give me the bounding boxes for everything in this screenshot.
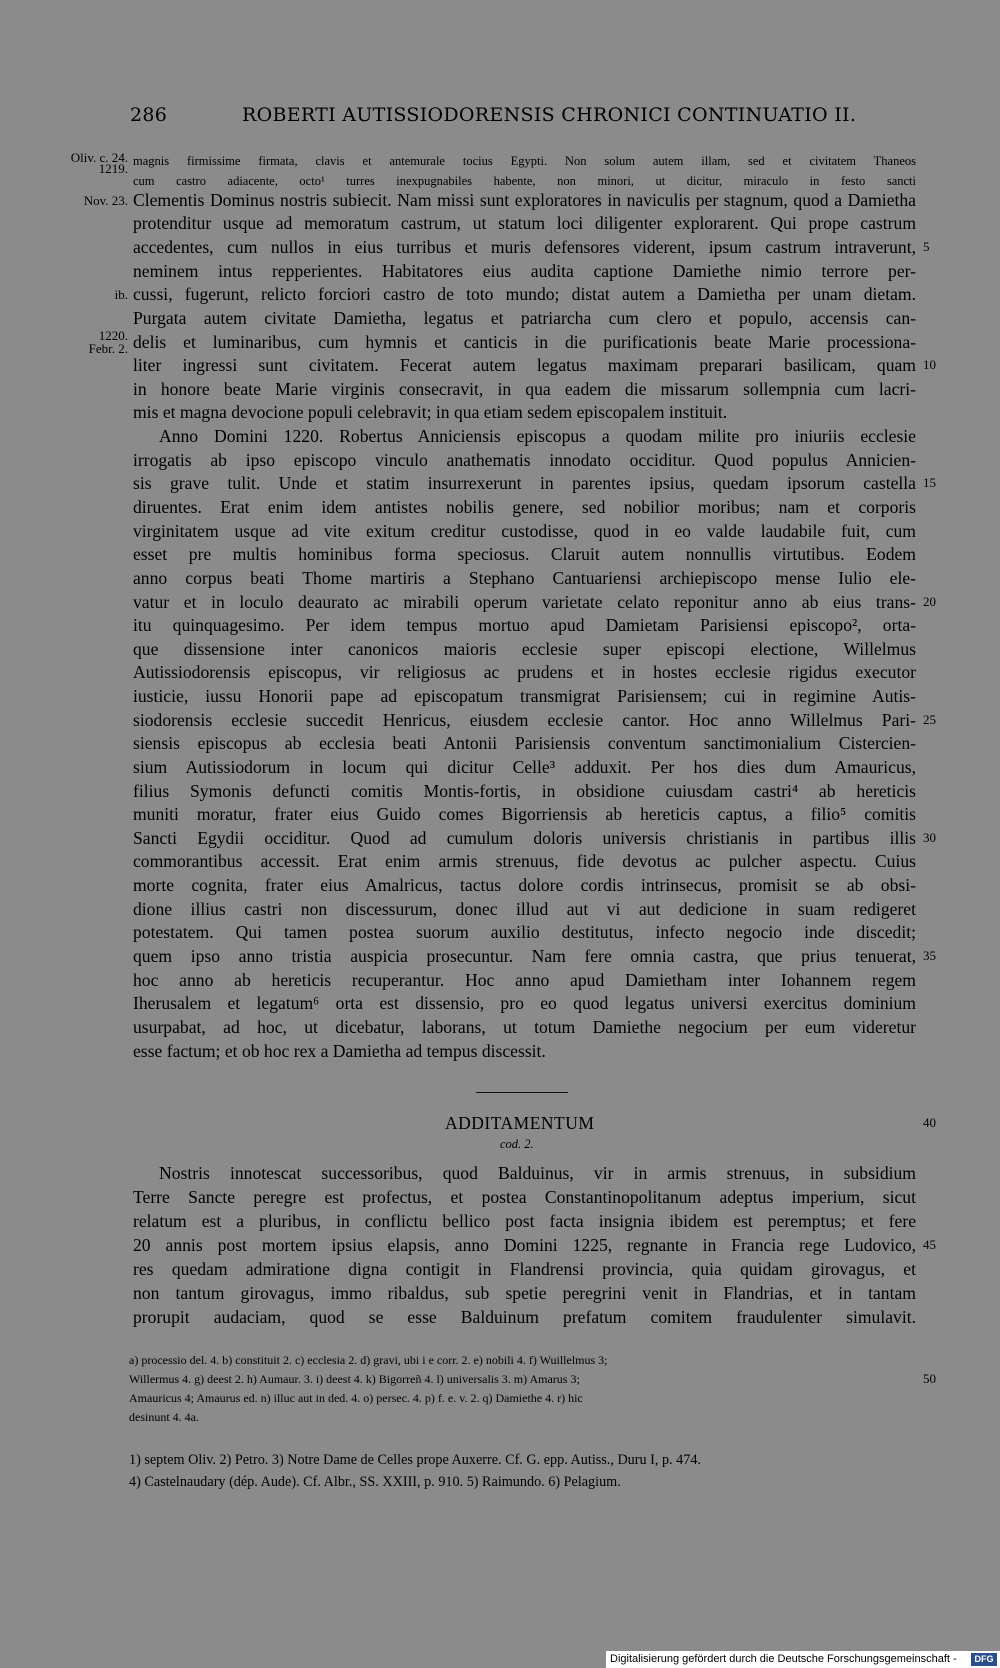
text-line: cussi, fugerunt, relicto forciori castro de toto mundo; distat autem a Damietha per unam dietam. — [133, 284, 916, 304]
text-line: virginitatem usque ad vite exitum creditur custodisse, quod in eo valde laudabile fuit, cum — [133, 521, 916, 541]
credit-text: Digitalisierung gefördert durch die Deutsche Forschungsgemeinschaft - — [610, 1653, 957, 1665]
text-line: relatum est a pluribus, in conflictu bellico post facta insignia ibidem est peremptus; et fere — [133, 1211, 916, 1231]
text-line: accedentes, cum nullos in eius turribus et muris defensores viderent, ipsum castrum intraverunt, — [133, 237, 916, 257]
text-line: morte cognita, frater eius Amalricus, tactus dolore cordis intrinsecus, promisit se ab obsi- — [133, 875, 916, 895]
text-line: irrogatis ab ipso episcopo vinculo anathematis innodato occiditur. Quod populus Annicien- — [133, 450, 916, 470]
text-line: esset pre multis hominibus forma speciosus. Claruit autem nonnullis virtutibus. Eodem — [133, 544, 916, 564]
text-line: liter ingressi sunt civitatem. Fecerat autem legatus maximam preparari basilicam, quam — [133, 355, 916, 375]
text-line: sium Autissiodorum in locum qui dicitur Celle³ adduxit. Per hos dies dum Amauricus, — [133, 757, 916, 777]
text-line: sis grave tulit. Unde et statim insurrexerunt in parentes ipsius, quedam ipsorum castella — [133, 473, 916, 493]
margin-note: Oliv. c. 24. — [70, 150, 128, 165]
text-line: res quedam admiratione digna contigit in Flandrensi provincia, quia quidam girovagus, et — [133, 1259, 916, 1279]
line-number: 50 — [923, 1371, 936, 1386]
running-title: ROBERTI AUTISSIODORENSIS CHRONICI CONTINUATIO II. — [242, 104, 857, 126]
margin-note: ib. — [114, 287, 128, 302]
text-line: Terre Sancte peregre est profectus, et postea Constantinopolitanum adeptus imperium, sicut — [133, 1187, 916, 1207]
text-line: Autissiodorensis episcopus, vir religiosus ac prudens et in hostes ecclesie rigidus executor — [133, 662, 916, 682]
text-line: Nostris innotescat successoribus, quod Balduinus, vir in armis strenuus, in subsidium — [159, 1163, 916, 1183]
text-line: siensis episcopus ab ecclesia beati Antonii Parisiensis conventum sanctimonialium Cistercien- — [133, 733, 916, 753]
digitization-credit — [606, 1651, 1000, 1668]
text-line: commorantibus accessit. Erat enim armis strenuus, fide devotus ac pulcher aspectu. Cuius — [133, 851, 916, 871]
line-number: 10 — [923, 357, 936, 372]
text-line: 20 annis post mortem ipsius elapsis, anno Domini 1225, regnante in Francia rege Ludovico, — [133, 1235, 916, 1255]
text-line: que dissensione inter canonicos maioris ecclesie super episcopi electione, Willelmus — [133, 639, 916, 659]
margin-note: 1220. — [98, 328, 128, 343]
line-number: 45 — [923, 1237, 936, 1252]
footnote-line: 1) septem Oliv. 2) Petro. 3) Notre Dame de Celles prope Auxerre. Cf. G. epp. Autiss., Duru I, p. 474. — [129, 1452, 701, 1468]
margin-note: 1219. — [98, 161, 128, 176]
text-line: anno corpus beati Thome martiris a Stephano Cantuariensi archiepiscopo mense Iulio ele- — [133, 568, 916, 588]
margin-note: Febr. 2. — [88, 341, 128, 356]
text-line: esse factum; et ob hoc rex a Damietha ad tempus discessit. — [133, 1041, 546, 1061]
line-number: 40 — [923, 1115, 936, 1130]
text-line: vatur et in loculo deaurato ac mirabili operum varietate celato reponitur anno ab eius trans- — [133, 592, 916, 612]
line-number: 30 — [923, 830, 936, 845]
text-line: mis et magna devocione populi celebravit; in qua etiam sedem episcopalem instituit. — [133, 402, 728, 422]
dfg-logo: DFG — [971, 1653, 997, 1666]
text-line: siodorensis ecclesie succedit Henricus, eiusdem ecclesie cantor. Hoc anno Willelmus Pari- — [133, 710, 916, 730]
line-number: 5 — [923, 239, 930, 254]
footnote-line: 4) Castelnaudary (dép. Aude). Cf. Albr., SS. XXIII, p. 910. 5) Raimundo. 6) Pelagium. — [129, 1474, 621, 1490]
line-number: 15 — [923, 475, 936, 490]
text-line: prorupit audaciam, quod se esse Balduinum prefatum comitem fraudulenter simulavit. — [133, 1307, 916, 1327]
text-line: diruentes. Erat enim idem antistes nobilis genere, sed nobilior moribus; nam et corporis — [133, 497, 916, 517]
text-line: protenditur usque ad memoratum castrum, ut statum loci diligenter explorarent. Qui prope castrum — [133, 213, 916, 233]
text-line: quem ipso anno tristia auspicia prosecuntur. Nam fere omnia castra, que prius tenuerat, — [133, 946, 916, 966]
text-line: cum castro adiacente, octo¹ turres inexpugnabiles habente, non minori, ut dicitur, miraculo in festo sancti — [133, 174, 916, 188]
text-line: in honore beate Marie virginis consecravit, in qua eadem die missarum sollempnia cum lacri- — [133, 379, 916, 399]
line-number: 25 — [923, 712, 936, 727]
variant-line: Amauricus 4; Amaurus ed. n) illuc aut in ded. 4. o) persec. 4. p) f. e. v. 2. q) Damiethe 4. r) hic — [129, 1391, 583, 1405]
text-line: hoc anno ab hereticis recuperantur. Hoc anno apud Damietham inter Iohannem regem — [133, 970, 916, 990]
variant-line: desinunt 4. 4a. — [129, 1410, 199, 1424]
line-number: 20 — [923, 594, 936, 609]
text-line: muniti moratur, frater eius Guido comes Bigorriensis ab hereticis captus, a filio⁵ comitis — [133, 804, 916, 824]
text-line: non tantum girovagus, immo ribaldus, sub spetie peregrini venit in Flandrias, et in tantam — [133, 1283, 916, 1303]
text-line: potestatem. Qui tamen postea suorum auxilio destitutus, infecto negocio inde discedit; — [133, 922, 916, 942]
additamentum-heading: ADDITAMENTUM — [445, 1113, 595, 1133]
text-line: usurpabat, ad hoc, ut dicebatur, laborans, ut totum Damiethe negocium per eum videretur — [133, 1017, 916, 1037]
variant-line: a) processio del. 4. b) constituit 2. c) ecclesia 2. d) gravi, ubi i e corr. 2. e) nobili 4. f) Wuillelmus 3; — [129, 1353, 608, 1367]
text-line: magnis firmissime firmata, clavis et antemurale tocius Egypti. Non solum autem illam, sed et civitatem Thaneos — [133, 154, 916, 168]
text-line: iusticie, iussu Honorii pape ad episcopatum transmigrat Parisiensem; cui in regimine Autis- — [133, 686, 916, 706]
margin-note: Nov. 23. — [83, 193, 128, 208]
page-number: 286 — [130, 104, 168, 126]
text-line: dione illius castri non discessurum, donec illud aut vi aut dedicione in suam redigeret — [133, 899, 916, 919]
text-line: Sancti Egydii occiditur. Quod ad cumulum doloris universis christianis in partibus illis — [133, 828, 916, 848]
variant-line: Willermus 4. g) deest 2. h) Aumaur. 3. i) deest 4. k) Bigorreñ 4. l) universalis 3. m) Amarus 3; — [129, 1372, 580, 1386]
text-line: Purgata autem civitate Damietha, legatus et patriarcha cum clero et populo, accensis can- — [133, 308, 916, 328]
text-line: filius Symonis defuncti comitis Montis-fortis, in obsidione cuiusdam castri⁴ ab hereticis — [133, 781, 916, 801]
additamentum-source: cod. 2. — [500, 1137, 534, 1151]
text-line: Clementis Dominus nostris subiecit. Nam missi sunt exploratores in naviculis per stagnum, quod a Damietha — [133, 190, 916, 210]
text-line: neminem intus repperientes. Habitatores eius audita captione Damiethe nimio terrore per- — [133, 261, 916, 281]
text-line: itu quinquagesimo. Per idem tempus mortuo apud Damietam Parisiensi episcopo², orta- — [133, 615, 916, 635]
text-line: Iherusalem et legatum⁶ orta est dissensio, pro eo quod legatus universi exercitus dominium — [133, 993, 916, 1013]
text-line: delis et luminaribus, cum hymnis et canticis in die purificationis beate Marie processiona- — [133, 332, 916, 352]
line-number: 35 — [923, 948, 936, 963]
section-divider — [476, 1092, 568, 1093]
text-line: Anno Domini 1220. Robertus Anniciensis episcopus a quodam milite pro iniuriis ecclesie — [159, 426, 916, 446]
